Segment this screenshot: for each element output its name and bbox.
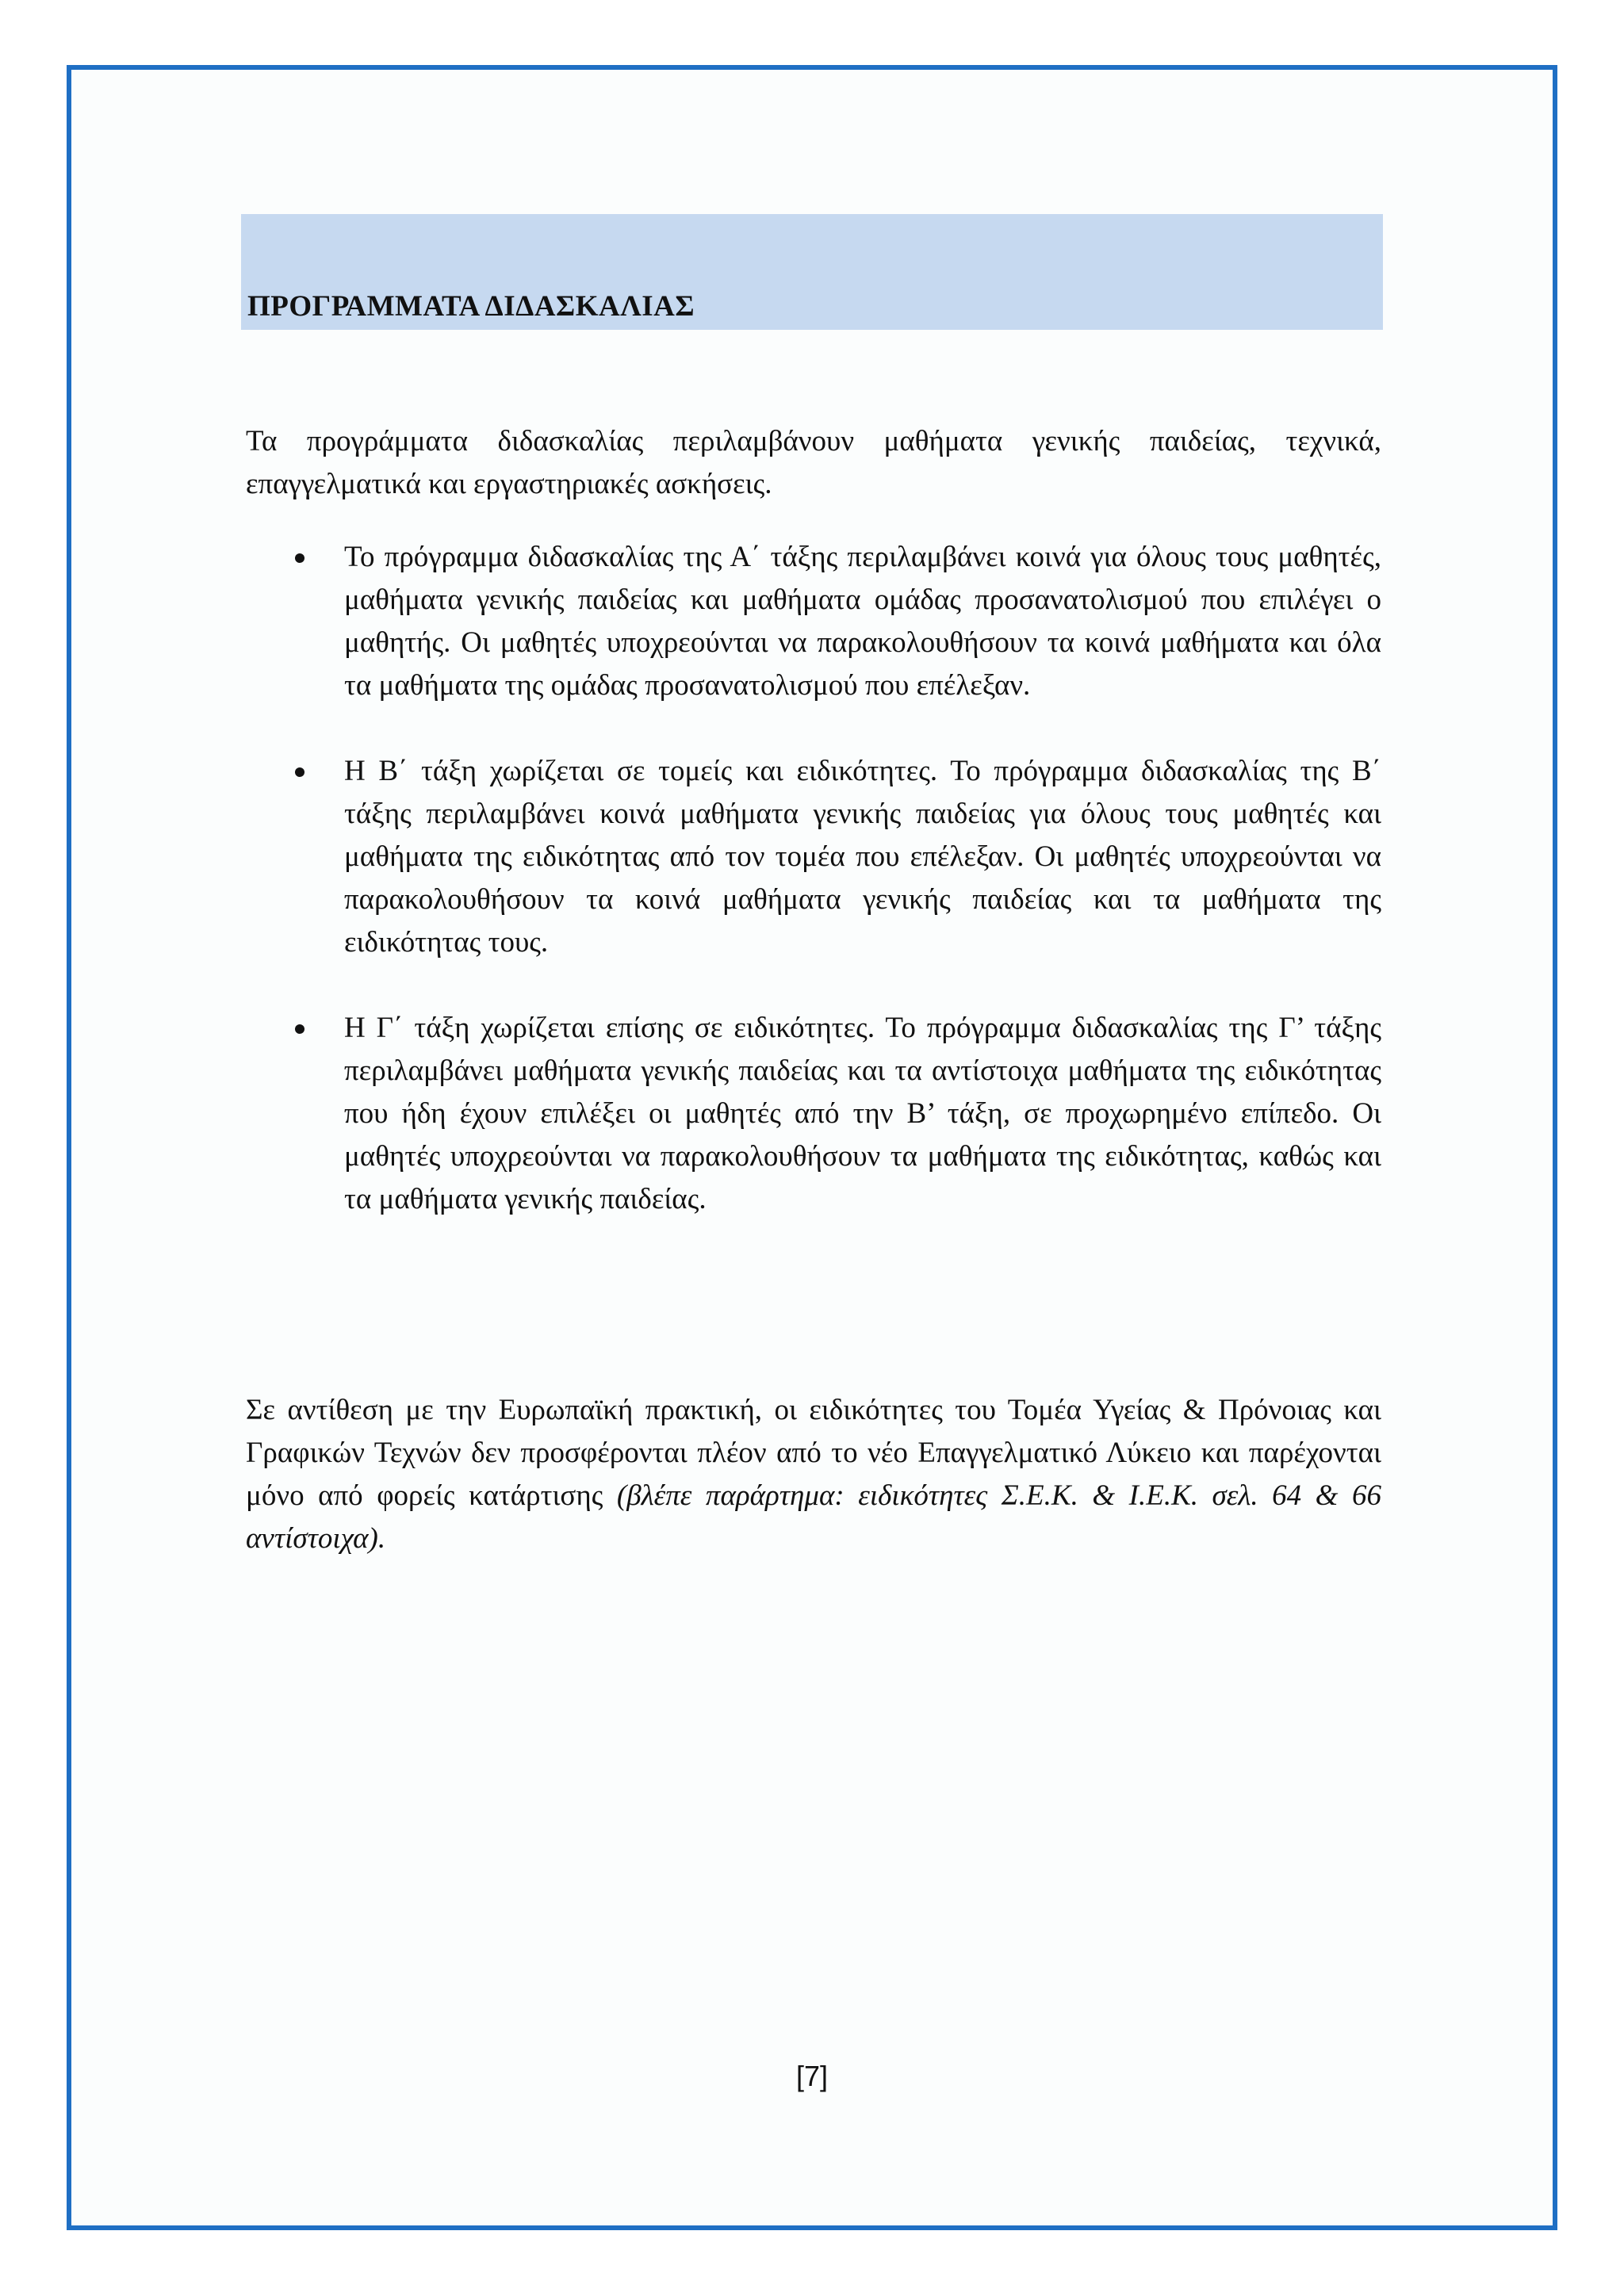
bullet-icon [295, 767, 304, 777]
bullet-icon [295, 1024, 304, 1034]
page-number: [7] [795, 2060, 829, 2092]
bullet-icon [295, 553, 304, 563]
list-item-text: Το πρόγραμμα διδασκαλίας της Α΄ τάξης περιλαμβάνει κοινά για όλους τους μαθητές, μαθήματα γενικής παιδείας και μαθήματα ομάδας προσανατολισμού που επιλέγει ο μαθητής. Οι μαθητές υποχρεούνται να παρακολουθήσουν τα κοινά μαθήματα και όλα τα μαθήματα της ομάδας προσανατολισμού που επέλεξαν. [344, 541, 1381, 702]
list-item [246, 536, 1381, 707]
closing-text: Σε αντίθεση με την Ευρωπαϊκή πρακτική, οι ειδικότητες του Τομέα Υγείας & Πρόνοιας και Γραφικών Τεχνών δεν προσφέρονται πλέον από το νέο Επαγγελματικό Λύκειο και παρέχονται μόνο από φορείς κατάρτισης [246, 1394, 1381, 1512]
list-item-text: Η Β΄ τάξη χωρίζεται σε τομείς και ειδικότητες. Το πρόγραμμα διδασκαλίας της Β΄ τάξης περιλαμβάνει κοινά μαθήματα γενικής παιδείας για όλους τους μαθητές και μαθήματα της ειδικότητας από τον τομέα που επέλεξαν. Οι μαθητές υποχρεούνται να παρακολουθήσουν τα κοινά μαθήματα γενικής παιδείας και τα μαθήματα της ειδικότητας τους. [344, 755, 1381, 959]
closing-reference: (βλέπε παράρτημα: ειδικότητες Σ.Ε.Κ. & Ι.Ε.Κ. σελ. 64 & 66 αντίστοιχα). [246, 1479, 1381, 1555]
class-programs-list [246, 536, 1381, 1264]
list-item [246, 1007, 1381, 1221]
section-heading: ΠΡΟΓΡΑΜΜΑΤΑ ΔΙΔΑΣΚΑΛΙΑΣ [247, 290, 695, 323]
section-heading-band [241, 214, 1383, 330]
closing-paragraph [246, 1389, 1381, 1560]
intro-paragraph: Τα προγράμματα διδασκαλίας περιλαμβάνουν μαθήματα γενικής παιδείας, τεχνικά, επαγγελματικά και εργαστηριακές ασκήσεις. [246, 425, 1381, 500]
list-item [246, 750, 1381, 964]
list-item-text: Η Γ΄ τάξη χωρίζεται επίσης σε ειδικότητες. Το πρόγραμμα διδασκαλίας της Γ’ τάξης περιλαμβάνει μαθήματα γενικής παιδείας και τα αντίστοιχα μαθήματα της ειδικότητας που ήδη έχουν επιλέξει οι μαθητές από την Β’ τάξη, σε προχωρημένο επίπεδο. Οι μαθητές υποχρεούνται να παρακολουθήσουν τα μαθήματα της ειδικότητας, καθώς και τα μαθήματα γενικής παιδείας. [344, 1012, 1381, 1215]
